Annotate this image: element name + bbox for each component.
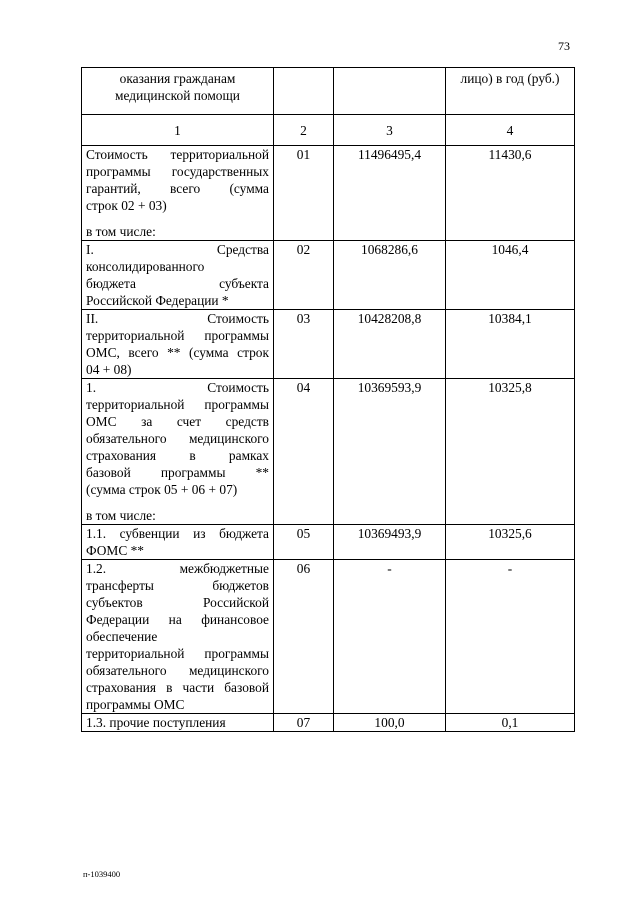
row-per-person-value: 10325,8 [446, 379, 575, 525]
row-total-value: 10428208,8 [334, 310, 446, 379]
description-line: обязательного медицинского [86, 431, 269, 446]
header-col1: оказания гражданам медицинской помощи [82, 68, 274, 115]
row-description [82, 560, 274, 714]
row-code: 02 [274, 241, 334, 310]
row-code: 01 [274, 146, 334, 241]
table-row [82, 146, 575, 241]
header-col2 [274, 68, 334, 115]
description-line: обязательного медицинского [86, 663, 269, 678]
description-line: 1.3. прочие поступления [86, 715, 226, 730]
description-line: Федерации на финансовое [86, 612, 269, 627]
table-row [82, 714, 575, 732]
row-description [82, 525, 274, 560]
description-line: консолидированного [86, 259, 205, 274]
column-number-1: 1 [82, 115, 274, 146]
row-code: 03 [274, 310, 334, 379]
description-line: бюджета субъекта [86, 276, 269, 291]
table-row [82, 241, 575, 310]
description-line: территориальной программы [86, 397, 269, 412]
header-col4: лицо) в год (руб.) [446, 68, 575, 115]
row-code: 04 [274, 379, 334, 525]
table-row [82, 525, 575, 560]
row-code: 07 [274, 714, 334, 732]
row-per-person-value: 11430,6 [446, 146, 575, 241]
row-total-value: - [334, 560, 446, 714]
page-number: 73 [558, 39, 570, 53]
header-col3 [334, 68, 446, 115]
row-per-person-value: 10384,1 [446, 310, 575, 379]
description-line: страхования в рамках [86, 448, 269, 463]
description-line: ОМС, всего ** (сумма строк [86, 345, 269, 360]
row-description [82, 310, 274, 379]
row-per-person-value: 10325,6 [446, 525, 575, 560]
description-line: обеспечение [86, 629, 158, 644]
description-line: 1. Стоимость [86, 380, 269, 395]
description-line: 1.2. межбюджетные [86, 561, 269, 576]
table-row [82, 379, 575, 525]
description-line: субъектов Российской [86, 595, 269, 610]
description-line: II. Стоимость [86, 311, 269, 326]
description-line: территориальной программы [86, 646, 269, 661]
row-description [82, 241, 274, 310]
row-total-value: 1068286,6 [334, 241, 446, 310]
description-line: ОМС за счет средств [86, 414, 269, 429]
row-description [82, 714, 274, 732]
budget-table [81, 67, 575, 732]
description-line: гарантий, всего (сумма [86, 181, 269, 196]
description-line: (сумма строк 05 + 06 + 07) [86, 482, 238, 497]
description-line: территориальной программы [86, 328, 269, 343]
column-number-3: 3 [334, 115, 446, 146]
description-line: ФОМС ** [86, 543, 144, 558]
description-line: Российской Федерации * [86, 293, 229, 308]
description-line: I. Средства [86, 242, 269, 257]
table-row [82, 560, 575, 714]
description-line: 04 + 08) [86, 362, 132, 377]
row-total-value: 100,0 [334, 714, 446, 732]
description-line: базовой программы ** [86, 465, 269, 480]
row-subnote: в том числе: [86, 508, 156, 523]
description-line: трансферты бюджетов [86, 578, 269, 593]
column-number-4: 4 [446, 115, 575, 146]
footer-document-code: п-1039400 [83, 869, 121, 879]
row-description [82, 146, 274, 241]
row-code: 05 [274, 525, 334, 560]
row-per-person-value: 1046,4 [446, 241, 575, 310]
column-number-2: 2 [274, 115, 334, 146]
row-description [82, 379, 274, 525]
row-subnote: в том числе: [86, 224, 156, 239]
row-total-value: 11496495,4 [334, 146, 446, 241]
column-number-row [82, 115, 575, 146]
row-code: 06 [274, 560, 334, 714]
row-total-value: 10369493,9 [334, 525, 446, 560]
description-line: программы государственных [86, 164, 269, 179]
description-line: программы ОМС [86, 697, 185, 712]
description-line: строк 02 + 03) [86, 198, 167, 213]
row-per-person-value: - [446, 560, 575, 714]
row-total-value: 10369593,9 [334, 379, 446, 525]
description-line: Стоимость территориальной [86, 147, 269, 162]
table-row [82, 310, 575, 379]
table-header-row [82, 68, 575, 115]
description-line: 1.1. субвенции из бюджета [86, 526, 269, 541]
description-line: страхования в части базовой [86, 680, 269, 695]
row-per-person-value: 0,1 [446, 714, 575, 732]
